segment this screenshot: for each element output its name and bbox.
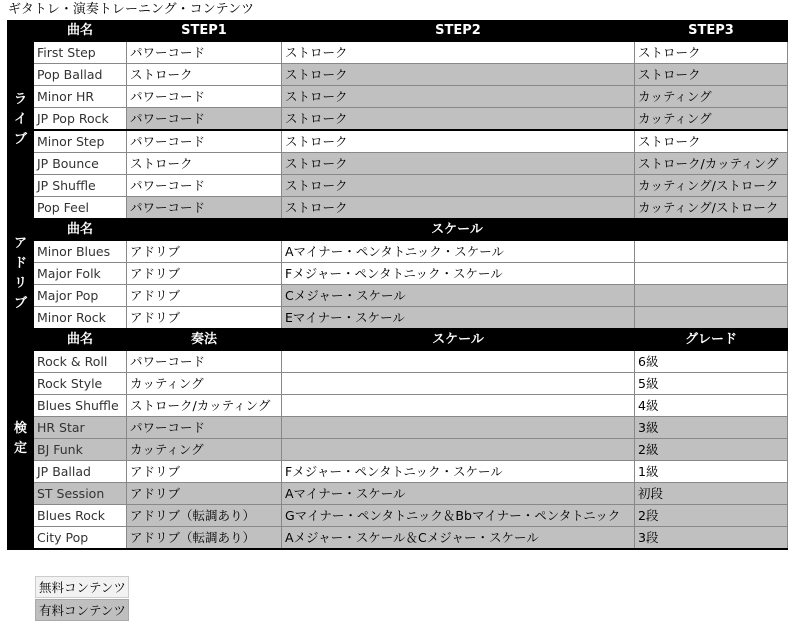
scale-cell: Fメジャー・ペンタトニック・スケール xyxy=(282,263,635,285)
grade-cell: 2段 xyxy=(635,505,788,527)
song-name: Minor Blues xyxy=(34,241,127,263)
song-name: City Pop xyxy=(34,527,127,550)
song-name: Blues Rock xyxy=(34,505,127,527)
table-row xyxy=(8,285,788,307)
column-header: スケール xyxy=(282,329,635,351)
table-row xyxy=(8,86,788,108)
play-cell: ストローク/カッティング xyxy=(127,395,282,417)
grade-cell: 6級 xyxy=(635,351,788,373)
content-table xyxy=(7,20,788,550)
legend-free: 無料コンテンツ xyxy=(35,576,129,598)
section-label: ラ イ ブ xyxy=(13,91,27,147)
table-row xyxy=(8,483,788,505)
step3-cell: ストローク/カッティング xyxy=(635,153,788,175)
song-name: Major Folk xyxy=(34,263,127,285)
step2-cell: ストローク xyxy=(282,197,635,220)
step1-cell: パワーコード xyxy=(127,130,282,153)
grade-cell: 2級 xyxy=(635,439,788,461)
play-cell: パワーコード xyxy=(127,417,282,439)
section-adlib xyxy=(8,219,34,329)
song-name: HR Star xyxy=(34,417,127,439)
table-row xyxy=(8,130,788,153)
table-row xyxy=(8,373,788,395)
adlib-header-row xyxy=(8,219,788,241)
step3-cell: カッティング xyxy=(635,86,788,108)
song-name: Blues Shuffle xyxy=(34,395,127,417)
table-row xyxy=(8,153,788,175)
play-cell: アドリブ xyxy=(127,483,282,505)
table-row xyxy=(8,439,788,461)
table-row xyxy=(8,461,788,483)
play-cell: アドリブ xyxy=(127,285,282,307)
scale-cell xyxy=(282,395,635,417)
song-name: Pop Ballad xyxy=(34,64,127,86)
column-header: STEP2 xyxy=(282,21,635,42)
table-row xyxy=(8,263,788,285)
table-row xyxy=(8,64,788,86)
step2-cell: ストローク xyxy=(282,64,635,86)
table-row xyxy=(8,505,788,527)
scale-cell: Eマイナー・スケール xyxy=(282,307,635,330)
empty-cell xyxy=(635,285,788,307)
step1-cell: パワーコード xyxy=(127,86,282,108)
song-name: Minor HR xyxy=(34,86,127,108)
step3-cell: カッティング xyxy=(635,108,788,131)
play-cell: アドリブ（転調あり） xyxy=(127,527,282,550)
step2-cell: ストローク xyxy=(282,108,635,131)
song-name: JP Pop Rock xyxy=(34,108,127,131)
song-name: Minor Step xyxy=(34,130,127,153)
step2-cell: ストローク xyxy=(282,86,635,108)
step1-cell: パワーコード xyxy=(127,42,282,64)
scale-cell: Aマイナー・スケール xyxy=(282,483,635,505)
song-name: Major Pop xyxy=(34,285,127,307)
column-header: STEP1 xyxy=(127,21,282,42)
step1-cell: ストローク xyxy=(127,153,282,175)
table-row xyxy=(8,351,788,373)
step3-cell: カッティング/ストローク xyxy=(635,197,788,220)
column-header: グレード xyxy=(635,329,788,351)
section-kentei xyxy=(8,329,34,549)
step2-cell: ストローク xyxy=(282,130,635,153)
song-name: ST Session xyxy=(34,483,127,505)
step1-cell: パワーコード xyxy=(127,197,282,220)
table-row xyxy=(8,197,788,220)
song-name: Rock & Roll xyxy=(34,351,127,373)
step2-cell: ストローク xyxy=(282,42,635,64)
song-name: Minor Rock xyxy=(34,307,127,330)
scale-cell: Gマイナー・ペンタトニック＆Bbマイナー・ペンタトニック xyxy=(282,505,635,527)
section-label: ア ド リ ブ xyxy=(13,236,27,311)
step1-cell: ストローク xyxy=(127,64,282,86)
kentei-header-row xyxy=(8,329,788,351)
scale-cell: Aマイナー・ペンタトニック・スケール xyxy=(282,241,635,263)
column-header: スケール xyxy=(127,219,788,241)
song-name: JP Bounce xyxy=(34,153,127,175)
table-row xyxy=(8,241,788,263)
column-header: 曲名 xyxy=(34,329,127,351)
scale-cell xyxy=(282,351,635,373)
grade-cell: 5級 xyxy=(635,373,788,395)
song-name: Rock Style xyxy=(34,373,127,395)
step1-cell: パワーコード xyxy=(127,108,282,131)
scale-cell: Fメジャー・ペンタトニック・スケール xyxy=(282,461,635,483)
empty-cell xyxy=(635,241,788,263)
step3-cell: カッティング/ストローク xyxy=(635,175,788,197)
scale-cell xyxy=(282,417,635,439)
table-row xyxy=(8,395,788,417)
scale-cell: Aメジャー・スケール＆Cメジャー・スケール xyxy=(282,527,635,550)
live-header-row xyxy=(8,21,788,42)
grade-cell: 1級 xyxy=(635,461,788,483)
column-header: 奏法 xyxy=(127,329,282,351)
song-name: Pop Feel xyxy=(34,197,127,220)
table-row xyxy=(8,42,788,64)
grade-cell: 3級 xyxy=(635,417,788,439)
play-cell: アドリブ xyxy=(127,241,282,263)
table-row xyxy=(8,175,788,197)
scale-cell: Cメジャー・スケール xyxy=(282,285,635,307)
column-header: STEP3 xyxy=(635,21,788,42)
play-cell: アドリブ xyxy=(127,461,282,483)
legend-paid: 有料コンテンツ xyxy=(35,599,129,621)
play-cell: パワーコード xyxy=(127,351,282,373)
step1-cell: パワーコード xyxy=(127,175,282,197)
grade-cell: 4級 xyxy=(635,395,788,417)
section-live xyxy=(8,21,34,220)
empty-cell xyxy=(635,263,788,285)
step3-cell: ストローク xyxy=(635,64,788,86)
grade-cell: 3段 xyxy=(635,527,788,550)
play-cell: カッティング xyxy=(127,373,282,395)
empty-cell xyxy=(635,307,788,330)
step2-cell: ストローク xyxy=(282,175,635,197)
page-title: ギタトレ・演奏トレーニング・コンテンツ xyxy=(8,2,254,17)
scale-cell xyxy=(282,373,635,395)
table-row xyxy=(8,307,788,330)
song-name: JP Shuffle xyxy=(34,175,127,197)
song-name: JP Ballad xyxy=(34,461,127,483)
step3-cell: ストローク xyxy=(635,42,788,64)
section-label: 検 定 xyxy=(13,421,27,456)
column-header: 曲名 xyxy=(34,219,127,241)
play-cell: カッティング xyxy=(127,439,282,461)
step2-cell: ストローク xyxy=(282,153,635,175)
table-row xyxy=(8,417,788,439)
table-row xyxy=(8,527,788,550)
table-row xyxy=(8,108,788,131)
song-name: BJ Funk xyxy=(34,439,127,461)
play-cell: アドリブ xyxy=(127,307,282,330)
column-header: 曲名 xyxy=(34,21,127,42)
song-name: First Step xyxy=(34,42,127,64)
grade-cell: 初段 xyxy=(635,483,788,505)
play-cell: アドリブ（転調あり） xyxy=(127,505,282,527)
play-cell: アドリブ xyxy=(127,263,282,285)
step3-cell: ストローク xyxy=(635,130,788,153)
scale-cell xyxy=(282,439,635,461)
